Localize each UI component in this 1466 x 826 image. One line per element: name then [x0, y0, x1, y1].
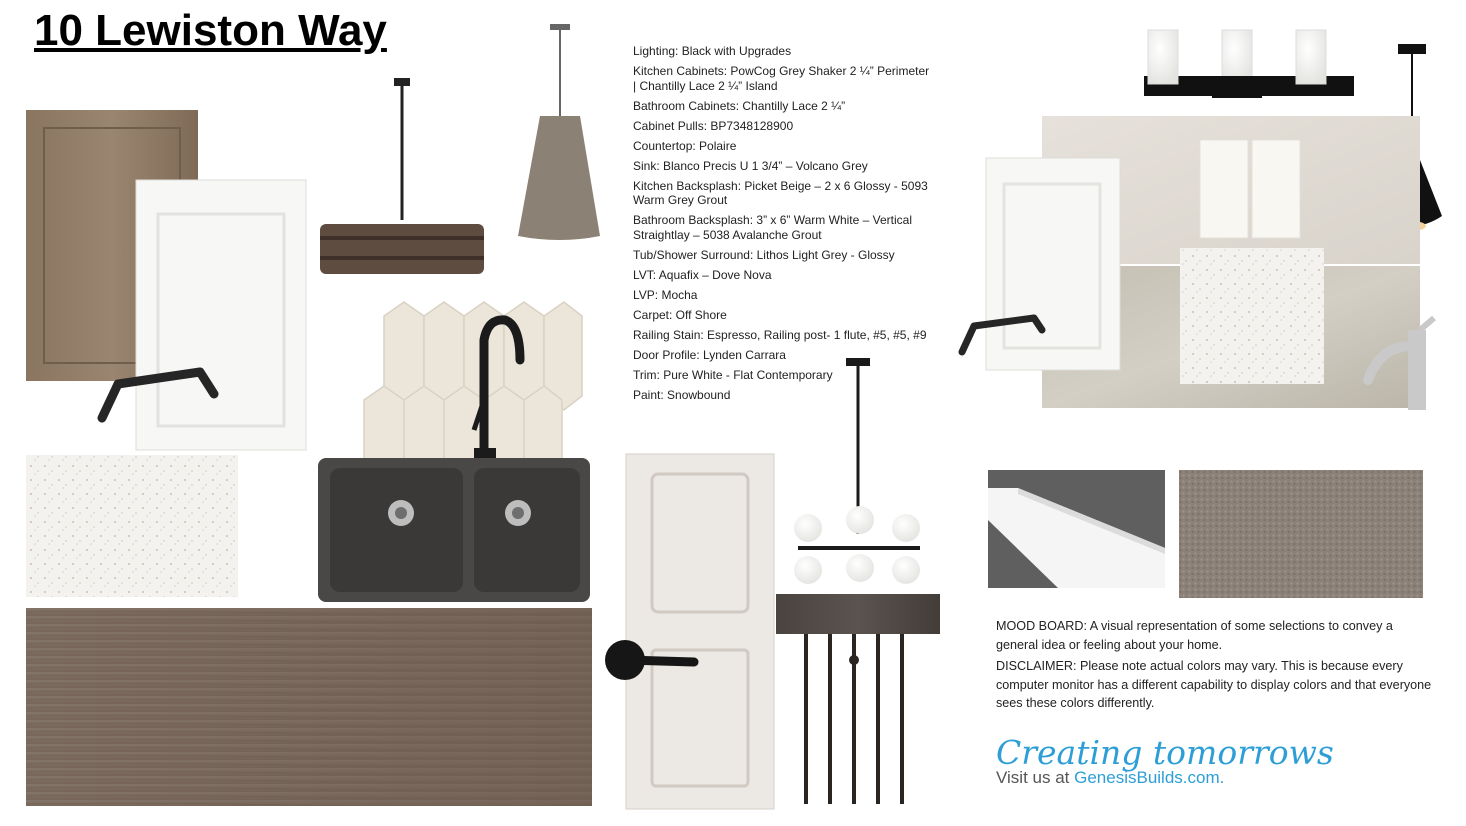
spec-item: Trim: Pure White - Flat Contemporary: [633, 367, 833, 382]
website-link[interactable]: GenesisBuilds.com.: [1074, 768, 1225, 787]
vanity-light-icon: [1144, 30, 1354, 98]
bell-pendant-icon: [518, 24, 600, 240]
door-swatch: [626, 454, 774, 809]
brand-tagline: Creating tomorrows: [996, 733, 1334, 772]
spec-item: Lighting: Black with Upgrades: [633, 44, 792, 58]
spec-item: Paint: Snowbound: [633, 387, 731, 402]
spec-item: Bathroom Backsplash: 3” x 6” Warm White – Vertical Straightlay – 5038 Avalanche Grout: [633, 213, 912, 242]
spec-item: Cabinet Pulls: BP7348128900: [633, 118, 794, 133]
spec-item: Kitchen Cabinets: PowCog Grey Shaker 2 ¼” Perimeter | Chantilly Lace 2 ¼” Island: [633, 64, 930, 93]
mood-board-text: MOOD BOARD: A visual representation of some selections to convey a general idea or feeling about your home.: [996, 619, 1393, 652]
mood-board-notes: [996, 617, 1436, 716]
spec-item: Countertop: Polaire: [633, 138, 737, 153]
spec-item: LVP: Mocha: [633, 287, 698, 302]
lvp-swatch: [26, 608, 592, 806]
spec-item: Carpet: Off Shore: [633, 307, 727, 322]
spec-item: Railing Stain: Espresso, Railing post- 1 flute, #5, #5, #9: [633, 327, 927, 342]
kitchen-backsplash-swatch: [364, 302, 582, 460]
page-title: 10 Lewiston Way: [34, 6, 387, 55]
spec-item: Sink: Blanco Precis U 1 3/4” – Volcano Grey: [633, 158, 868, 173]
spec-item: Bathroom Cabinets: Chantilly Lace 2 ¼”: [633, 98, 846, 113]
drum-chandelier-icon: [320, 78, 484, 274]
spec-item: LVT: Aquafix – Dove Nova: [633, 267, 772, 282]
spec-item: Door Profile: Lynden Carrara: [633, 347, 786, 362]
carpet-swatch: [1179, 470, 1423, 598]
disclaimer-text: DISCLAIMER: Please note actual colors may vary. This is because every computer monitor has a different capability to display colors and that everyone sees these colors differently.: [996, 659, 1432, 710]
spec-item: Kitchen Backsplash: Picket Beige – 2 x 6 Glossy - 5093 Warm Grey Grout: [633, 178, 928, 207]
brand-block: [996, 733, 1334, 788]
bathroom-cabinet-swatch: [986, 158, 1120, 370]
island-cabinet-swatch: [136, 180, 306, 450]
visit-prefix: Visit us at: [996, 768, 1070, 787]
spec-item: Tub/Shower Surround: Lithos Light Grey - Glossy: [633, 247, 895, 262]
spec-list: [633, 44, 933, 408]
railing-swatch: [776, 594, 940, 804]
trim-swatch: [988, 470, 1165, 588]
kitchen-sink-swatch: [318, 458, 590, 602]
bathroom-countertop-swatch: [1180, 248, 1324, 384]
countertop-swatch: [26, 455, 238, 597]
